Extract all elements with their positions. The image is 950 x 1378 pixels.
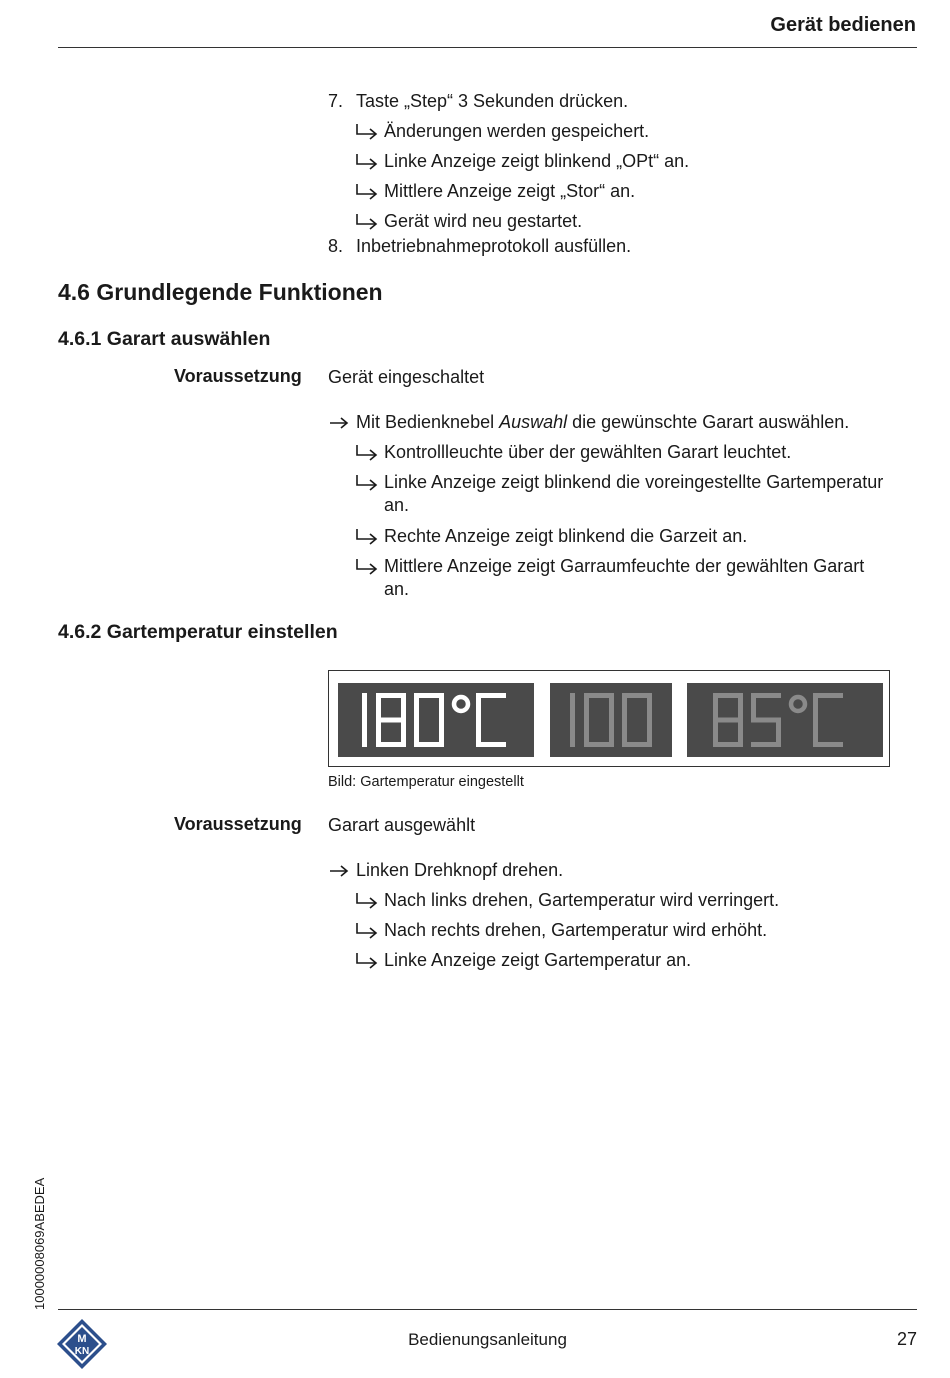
result-arrow-icon [354, 441, 380, 463]
display-segment [570, 720, 575, 747]
display-segment [439, 693, 444, 720]
display-segment [476, 693, 481, 720]
action-arrow-icon [328, 859, 350, 881]
result-text: Linke Anzeige zeigt blinkend die voreingestellte Gartemperatur [384, 472, 884, 492]
result-text: Änderungen werden gespeichert. [384, 121, 650, 141]
right-display-panel [687, 683, 883, 757]
display-segment [713, 720, 718, 747]
logo-letters-top: M [77, 1333, 87, 1345]
result-arrow-icon [354, 210, 380, 232]
result-arrow-icon [354, 180, 380, 202]
result-text-continuation: an. [384, 495, 410, 515]
left-display-panel [338, 683, 534, 757]
result-text: Mittlere Anzeige zeigt Garraumfeuchte der gewählten Garart [384, 556, 865, 576]
display-segment [584, 720, 589, 747]
display-segment [584, 693, 589, 720]
degree-symbol [454, 697, 468, 711]
precondition-value: Gerät eingeschaltet [328, 367, 485, 387]
action-text-part: Mit Bedienknebel [356, 412, 500, 432]
result-arrow-icon [354, 525, 380, 547]
left-display-digits [338, 683, 534, 757]
display-segment [813, 693, 818, 720]
display-segment [751, 718, 781, 723]
action-text [356, 411, 849, 433]
figure-caption: Bild: Gartemperatur eingestellt [328, 774, 524, 790]
display-segment [570, 693, 575, 720]
middle-display-digits [550, 683, 672, 757]
display-segment [713, 693, 718, 720]
logo-letters-bottom: KN [74, 1346, 90, 1357]
display-segment [414, 720, 419, 747]
footer-document-title: Bedienungsanleitung [408, 1330, 567, 1349]
result-text: Mittlere Anzeige zeigt „Stor“ an. [384, 181, 636, 201]
action-text-part: die gewünschte Garart auswählen. [567, 412, 850, 432]
display-segment [376, 693, 381, 720]
step-text: Taste „Step“ 3 Sekunden drücken. [356, 91, 629, 111]
control-display-figure [328, 670, 890, 767]
result-arrow-icon [354, 150, 380, 172]
precondition-label: Voraussetzung [174, 366, 302, 386]
display-segment [738, 693, 743, 720]
display-segment [362, 720, 367, 747]
page-header-title: Gerät bedienen [770, 14, 916, 36]
action-text: Linken Drehknopf drehen. [356, 860, 564, 880]
display-segment [376, 720, 381, 747]
page-number: 27 [896, 1329, 917, 1349]
action-arrow-icon [328, 411, 350, 433]
footer-divider [58, 1309, 917, 1310]
degree-symbol [791, 697, 805, 711]
display-segment [647, 693, 652, 720]
section-heading-4-6-2: 4.6.2 Gartemperatur einstellen [58, 621, 338, 643]
result-arrow-icon [354, 555, 380, 577]
section-heading-4-6-1: 4.6.1 Garart auswählen [58, 328, 271, 350]
step-number: 8. [328, 236, 344, 256]
result-text: Linke Anzeige zeigt Gartemperatur an. [384, 950, 692, 970]
display-segment [751, 693, 756, 720]
display-segment [414, 693, 419, 720]
result-text: Nach links drehen, Gartemperatur wird verringert. [384, 890, 780, 910]
display-segment [362, 693, 367, 720]
result-text-continuation: an. [384, 579, 410, 599]
result-arrow-icon [354, 949, 380, 971]
display-segment [622, 720, 627, 747]
result-text: Nach rechts drehen, Gartemperatur wird erhöht. [384, 920, 768, 940]
display-segment [751, 742, 781, 747]
right-display-digits [687, 683, 883, 757]
result-text: Gerät wird neu gestartet. [384, 211, 583, 231]
result-arrow-icon [354, 471, 380, 493]
action-text-emphasis: Auswahl [499, 412, 568, 432]
result-text: Kontrollleuchte über der gewählten Garart leuchtet. [384, 442, 792, 462]
result-arrow-icon [354, 889, 380, 911]
document-code: 10000008069ABEDEA [32, 1177, 47, 1310]
result-arrow-icon [354, 120, 380, 142]
step-number: 7. [328, 91, 344, 111]
display-segment [401, 693, 406, 720]
display-segment [813, 720, 818, 747]
precondition-value: Garart ausgewählt [328, 815, 476, 835]
middle-display-panel [550, 683, 672, 757]
section-heading-4-6: 4.6 Grundlegende Funktionen [58, 279, 383, 305]
result-text: Rechte Anzeige zeigt blinkend die Garzeit an. [384, 526, 748, 546]
precondition-label: Voraussetzung [174, 814, 302, 834]
display-segment [476, 720, 481, 747]
display-segment [376, 718, 406, 723]
display-segment [713, 718, 743, 723]
step-text: Inbetriebnahmeprotokoll ausfüllen. [356, 236, 632, 256]
result-text: Linke Anzeige zeigt blinkend „OPt“ an. [384, 151, 690, 171]
result-arrow-icon [354, 919, 380, 941]
display-segment [609, 693, 614, 720]
header-divider [58, 47, 917, 48]
display-segment [622, 693, 627, 720]
